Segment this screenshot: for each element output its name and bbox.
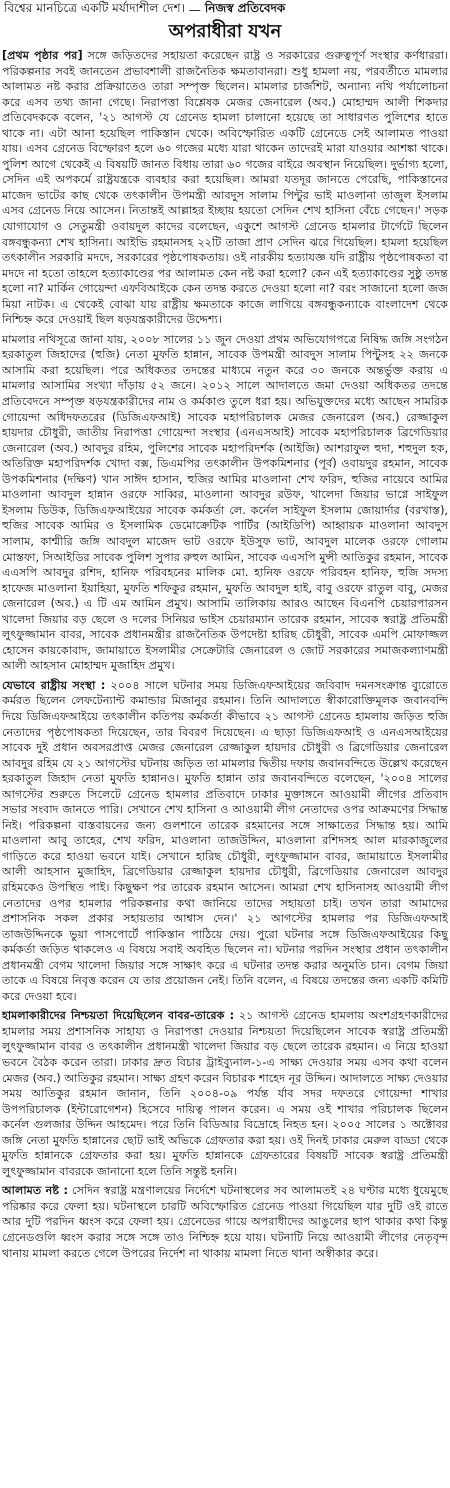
- paragraph-text: মামলার নথিসূত্রে জানা যায়, ২০০৮ সালের ১১ জুন দেওয়া প্রথম অভিযোগপত্রে নিষিদ্ধ জঙ্গি সংগঠন হরকাতুল জিহাদের (হুজি) নেতা মুফতি হান্নান, সাবেক উপমন্ত্রী আবদুস সালাম পিন্টুসহ ২২ জনকে আসামি করা হয়েছিল। পরে অধিকতর তদন্তের মাধ্যমে নতুন করে ৩০ জনকে অন্তর্ভুক্ত করায় এ মামলার আসামির সংখ্যা দাঁড়ায় ৫২ জনে। ২০১২ সালে আদালতে জমা দেওয়া অধিকতর তদন্তে প্রতিবেদনে সম্পৃক্ত ষড়যন্ত্রকারীদের নাম ও কর্মকাণ্ড তুলে ধরা হয়। অভিযুক্তদের মধ্যে আছেন সামরিক গোয়েন্দা অধিদফতরের (ডিজিএফআই) সাবেক মহাপরিচালক মেজর জেনারেল (অব.) রেজ্জাকুল হায়দার চৌধুরী, জাতীয় নিরাপত্তা গোয়েন্দা সংস্থার (এনএসআই) সাবেক মহাপরিচালক ব্রিগেডিয়ার জেনারেল (অব.) আবদুর রহিম, পুলিশের সাবেক মহাপরিদর্শক (আইজি) আশরাফুল হুদা, শহুদুল হক, অতিরিক্ত মহাপরিদর্শক খোদা বক্স, ডিএমপির তৎকালীন উপকমিশনার (পূর্ব) ওবায়দুর রহমান, সাবেক উপকমিশনার (দক্ষিণ) খান সাঈদ হাসান, হুজির আমির মাওলানা শেখ ফরিদ, হুজির নায়েবে আমির মাওলানা আবদুল হান্নান ওরফে সাব্বির, মাওলানা আবদুর রউফ, খালেদা জিয়ার ভাগ্নে সাইফুল ইসলাম ডিউক, ডিজিএফআইয়ের সাবেক কর্মকর্তা লে. কর্নেল সাইফুল ইসলাম জোয়ার্দার (বরখাস্ত), হুজির সাবেক আমির ও ইসলামিক ডেমোক্রেটিক পার্টির (আইডিপি) আহ্বায়ক মাওলানা আবদুস সালাম, কাশ্মীরি জঙ্গি আবদুল মাজেদ ভাট ওরফে ইউসুফ ভাট, আবদুল মালেক ওরফে গোলাম মোস্তফা, সিআইডির সাবেক পুলিশ সুপার রুহুল আমিন, সাবেক এএসপি মুন্সী আতিকুর রহমান, সাবেক এএসপি আবদুর রশিদ, হানিফ পরিবহনের মালিক মো. হানিফ ওরফে পরিবহন হানিফ, হুজি সদস্য হাফেজ মাওলানা ইয়াহিয়া, মুফতি শফিকুর রহমান, মুফতি আবদুল হাই, বাবু ওরফে রাতুল বাবু, মেজর জেনারেল (অব.) এ টি এম আমিন প্রমুখ। আসামি তালিকায় আরও আছেন বিএনপি চেয়ারপারসন খালেদা জিয়ার বড় ছেলে ও দলের সিনিয়র ভাইস চেয়ারম্যান তারেক রহমান, সাবেক স্বরাষ্ট্র প্রতিমন্ত্রী লুৎফুজ্জামান বাবর, সাবেক প্রধানমন্ত্রীর রাজনৈতিক উপদেষ্টা হারিছ চৌধুরী, সাবেক এমপি মোফাজ্জল হোসেন কায়কোবাদ, জামায়াতে ইসলামীর সেক্রেটারি জেনারেল ও জোট সরকারের সমাজকল্যাণমন্ত্রী আলী আহসান মোহাম্মদ মুজাহিদ প্রমুখ।: [2, 332, 448, 673]
- section-lead: আলামত নষ্ট :: [2, 1184, 68, 1198]
- article-body: [2, 48, 448, 1261]
- paragraph-text: ২০০৪ সালে ঘটনার সময় ডিজিএফআইয়ের জবিবাদ দমনসংক্রান্ত ব্যুরোতে কর্মরত ছিলেন লেফটেন্যান্ট কমান্ডার মিজানুর রহমান। তিনি আদালতে স্বীকারোক্তিমূলক জবানবন্দি দিয়ে ডিজিএফআইয়ে তৎকালীন কতিপয় কর্মকর্তা কীভাবে ২১ আগস্ট গ্রেনেড হামলায় জড়িত হুজি নেতাদের পৃষ্ঠপোষকতা দিয়েছেন, তার বিবরণ দিয়েছেন। এ ছাড়া ডিজিএফআই ও এনএসআইয়ের সাবেক দুই প্রধান অবসরপ্রাপ্ত মেজর জেনারেল রেজ্জাকুল হায়দার চৌধুরী ও ব্রিগেডিয়ার জেনারেল আবদুর রহিম যে ২১ আগস্টের ঘটনায় জড়িত তা মামলার দ্বিতীয় দফায় জবানবন্দিতে উল্লেখ করেছেন হরকাতুল জিহাদ নেতা মুফতি হান্নানও। মুফতি হান্নান তার জবানবন্দিতে বলেছেন, '২০০৪ সালের আগস্টের শুরুতে সিলেটে গ্রেনেড হামলার প্রতিবাদে ঢাকার মুক্তাঙ্গনে আওয়ামী লীগের প্রতিবাদ সভার সংবাদ জানতে পারি। সেখানে শেখ হাসিনা ও আওয়ামী লীগ নেতাদের ওপর আক্রমণের সিদ্ধান্ত নিই। পরিকল্পনা বাস্তবায়নের জন্য গুলশানে তারেক রহমানের সঙ্গে সাক্ষাতের সিদ্ধান্ত হয়। আমি মাওলানা আবু তাহের, শেখ ফরিদ, মাওলানা তাজউদ্দিন, মাওলানা রশিদসহ আল মারকাজুলের গাড়িতে করে হাওয়া ভবনে যাই। সেখানে হারিছ চৌধুরী, লুৎফুজ্জামান বাবর, জামায়াতে ইসলামীর আলী আহসান মুজাহিদ, ব্রিগেডিয়ার রেজ্জাকুল হায়দার চৌধুরী, ব্রিগেডিয়ার জেনারেল আবদুর রহিমকেও উপস্থিত পাই। কিছুক্ষণ পর তারেক রহমান আসেন। আমরা শেখ হাসিনাসহ আওয়ামী লীগ নেতাদের ওপর হামলার পরিকল্পনার কথা জানিয়ে তাদের সহায়তা চাই। তখন তারা আমাদের প্রশাসনিক সকল প্রকার সহায়তার আশ্বাস দেন।' ২১ আগস্টের হামলার পর ডিজিএফআই তাজউদ্দিনকে ভুয়া পাসপোর্টে পাকিস্তান পাঠিয়ে দেয়। পুরো ঘটনার সঙ্গে ডিজিএফআইয়ের কিছু কর্মকর্তা জড়িত থাকলেও এ বিষয়ে সবাই অবহিত ছিলেন না। ঘটনার পরদিন সংস্থার প্রধান তৎকালীন প্রধানমন্ত্রী বেগম খালেদা জিয়ার সঙ্গে সাক্ষাৎ করে এ ঘটনার তদন্ত করার অনুমতি চান। বেগম জিয়া তাকে এ বিষয়ে নিবৃত্ত করেন যে তার প্রয়োজন নেই। তিনি বলেন, এ বিষয়ে তদন্তের জন্য একটি কমিটি করে দেওয়া হবে।: [2, 678, 449, 1003]
- headline: অপরাধীরা যখন: [168, 21, 282, 42]
- section-lead: হামলাকারীদের নিশ্চয়তা দিয়েছিলেন বাবর-তারেক :: [2, 1009, 235, 1023]
- newspaper-page: [2, 0, 448, 1261]
- continuation-tag: [প্রথম পৃষ্ঠার পর]: [2, 49, 83, 62]
- paragraph-text: ২১ আগস্ট গ্রেনেড হামলায় অংশগ্রহণকারীদের হামলার সময় প্রশাসনিক সাহায্য ও নিরাপত্তা দেওয়ার নিশ্চয়তা দিয়েছিলেন সাবেক স্বরাষ্ট্র প্রতিমন্ত্রী লুৎফুজ্জামান বাবর ও তৎকালীন প্রধানমন্ত্রী খালেদা জিয়ার বড় ছেলে তারেক রহমান। এ নিয়ে হাওয়া ভবনে বৈঠক করেন তারা। ঢাকার দ্রুত বিচার ট্রাইব্যুনাল-১-এ সাক্ষ্য দেওয়ার সময় এসব কথা বলেন মেজর (অব.) আতিকুর রহমান। সাক্ষ্য গ্রহণ করেন বিচারক শাহেদ নূর উদ্দিন। আদালতে সাক্ষ্য দেওয়ার সময় আতিকুর রহমান জানান, তিনি ২০০৪-০৯ পর্যন্ত র্যাব সদর দফতরে গোয়েন্দা শাখার উপপরিচালক (ইন্টারোগেশন) হিসেবে দায়িত্ব পালন করেন। এ সময় ওই শাখার পরিচালক ছিলেন কর্নেল গুলজার উদ্দিন আহমেদ। পরে তিনি বিডিআর বিদ্রোহে নিহত হন। ২০০৫ সালের ১ অক্টোবর জঙ্গি নেতা মুফতি হান্নানের ছোট ভাই অভিকে গ্রেফতার করা হয়। ওই দিনই ঢাকার মেরুল বাড্ডা থেকে মুফতি হান্নানকে গ্রেফতার করা হয়। মুফতি হান্নানকে গ্রেফতারের বিষয়টি সাবেক স্বরাষ্ট্র প্রতিমন্ত্রী লুৎফুজ্জামান বাবরকে জানানো হলে তিনি সন্তুষ্ট হননি।: [2, 1009, 448, 1178]
- paragraph: [2, 1008, 448, 1179]
- paragraph: [2, 332, 448, 674]
- paragraph: [2, 48, 448, 328]
- section-lead: যেভাবে রাষ্ট্রীয় সংস্থা :: [2, 678, 106, 692]
- byline: নিজস্ব প্রতিবেদক: [204, 1, 286, 15]
- separator: —: [188, 3, 201, 17]
- paragraph: [2, 1183, 448, 1261]
- top-line: [2, 0, 448, 20]
- previous-column-end: বিশ্বের মানচিত্রে একটি মর্যাদাশীল দেশ।: [4, 1, 185, 15]
- paragraph-text: সেদিন স্বরাষ্ট্র মন্ত্রণালয়ের নির্দেশে ঘটনাস্থলের সব আলামতই ২৪ ঘণ্টার মধ্যে ধুয়েমুছে পরিষ্কার করে ফেলা হয়। ঘটনাস্থলে চারটি অবিস্ফোরিত গ্রেনেড পাওয়া গিয়েছিল যার দুটি ওই রাতে আর দুটি পরদিন ধ্বংস করে ফেলা হয়। গ্রেনেডের গায়ে অপরাধীদের আঙুলের ছাপ থাকার কথা কিন্তু গ্রেনেডগুলি ধ্বংস করার সঙ্গে সঙ্গে তাও নিশ্চিহ্ন হয়ে যায়। ঘটনাটি নিয়ে আওয়ামী লীগের নেতৃবৃন্দ থানায় মামলা করতে গেলে উপরের নির্দেশ না থাকায় মামলা নিতে থানা অস্বীকার করে।: [2, 1184, 449, 1260]
- paragraph: [2, 678, 448, 1004]
- paragraph-text: সঙ্গে জড়িতদের সহায়তা করেছেন রাষ্ট্র ও সরকারের গুরুত্বপূর্ণ সংস্থার কর্ণধাররা। পরিকল্পনার সবই জানতেন প্রভাবশালী রাজনৈতিক ক্ষমতাবানরা। শুধু হামলা নয়, পরবর্তীতে মামলার আলামত নষ্ট করার প্রক্রিয়াতেও তারা সম্পৃক্ত ছিলেন। মামলার চার্জশিট, অন্যান্য নথি পর্যালোচনা করে এসব তথ্য জানা গেছে। নিরাপত্তা বিশ্লেষক মেজর জেনারেল (অব.) মোহাম্মদ আলী শিকদার প্রতিবেদককে বলেন, '২১ আগস্ট যে গ্রেনেড হামলা চালানো হয়েছে তা সাধারণত পুলিশের হাতে থাকে না। এটা আনা হয়েছিল পাকিস্তান থেকে। অবিস্ফোরিত একটি গ্রেনেডে সেই আলামত পাওয়া যায়। এসব গ্রেনেড বিস্ফোরণ হলে ৬০ গজের মধ্যে যারা থাকেন তাদেরই মারা যাওয়ার আশঙ্কা থাকে। পুলিশ আগে থেকেই এ বিষয়টি জানত বিধায় তারা ৬০ গজের বাইরে অবস্থান নিয়েছিল। দুর্ভাগ্য হলো, সেদিন এই অপকর্মে রাষ্ট্রযন্ত্রকে ব্যবহার করা হয়েছিল। আমরা যতদূর জানতে পেরেছি, পাকিস্তানের মাজেদ ভাটের কাছ থেকে তৎকালীন উপমন্ত্রী আবদুস সালাম পিন্টুর ভাই মাওলানা তাজুল ইসলাম এসব গ্রেনেড নিয়ে আসেন। নিতান্তই আল্লাহর ইচ্ছায় হয়তো সেদিন শেখ হাসিনা বেঁচে গেছেন।' সড়ক যোগাযোগ ও সেতুমন্ত্রী ওবায়দুল কাদের বলেছেন, একুশে আগস্ট গ্রেনেড হামলার টার্গেটে ছিলেন বঙ্গবন্ধুকন্যা শেখ হাসিনা। আইভি রহমানসহ ২২টি তাজা প্রাণ সেদিন ঝরে গিয়েছিল। হামলা হয়েছিল তৎকালীন সরকারি মদদে, সরকারের পৃষ্ঠপোষকতায়। ওই নারকীয় হত্যাযজ্ঞ যদি রাষ্ট্রীয় পৃষ্ঠপোষকতা বা মদদে না হতো তাহলে হত্যাকাণ্ডের পর আলামত কেন নষ্ট করা হলো? কেন এই হত্যাকাণ্ডের সুষ্ঠু তদন্ত হলো না? মার্কিন গোয়েন্দা এফবিআইকে কেন তদন্ত করতে দেওয়া হলো না? বরং সাজানো হলো জজ মিয়া নাটক। এ থেকেই বোঝা যায় রাষ্ট্রীয় ক্ষমতাকে কাজে লাগিয়ে বঙ্গবন্ধুকন্যাকে বাংলাদেশ থেকে নিশ্চিহ্ন করে দেওয়াই ছিল ষড়যন্ত্রকারীদের উদ্দেশ্য।: [2, 49, 448, 327]
